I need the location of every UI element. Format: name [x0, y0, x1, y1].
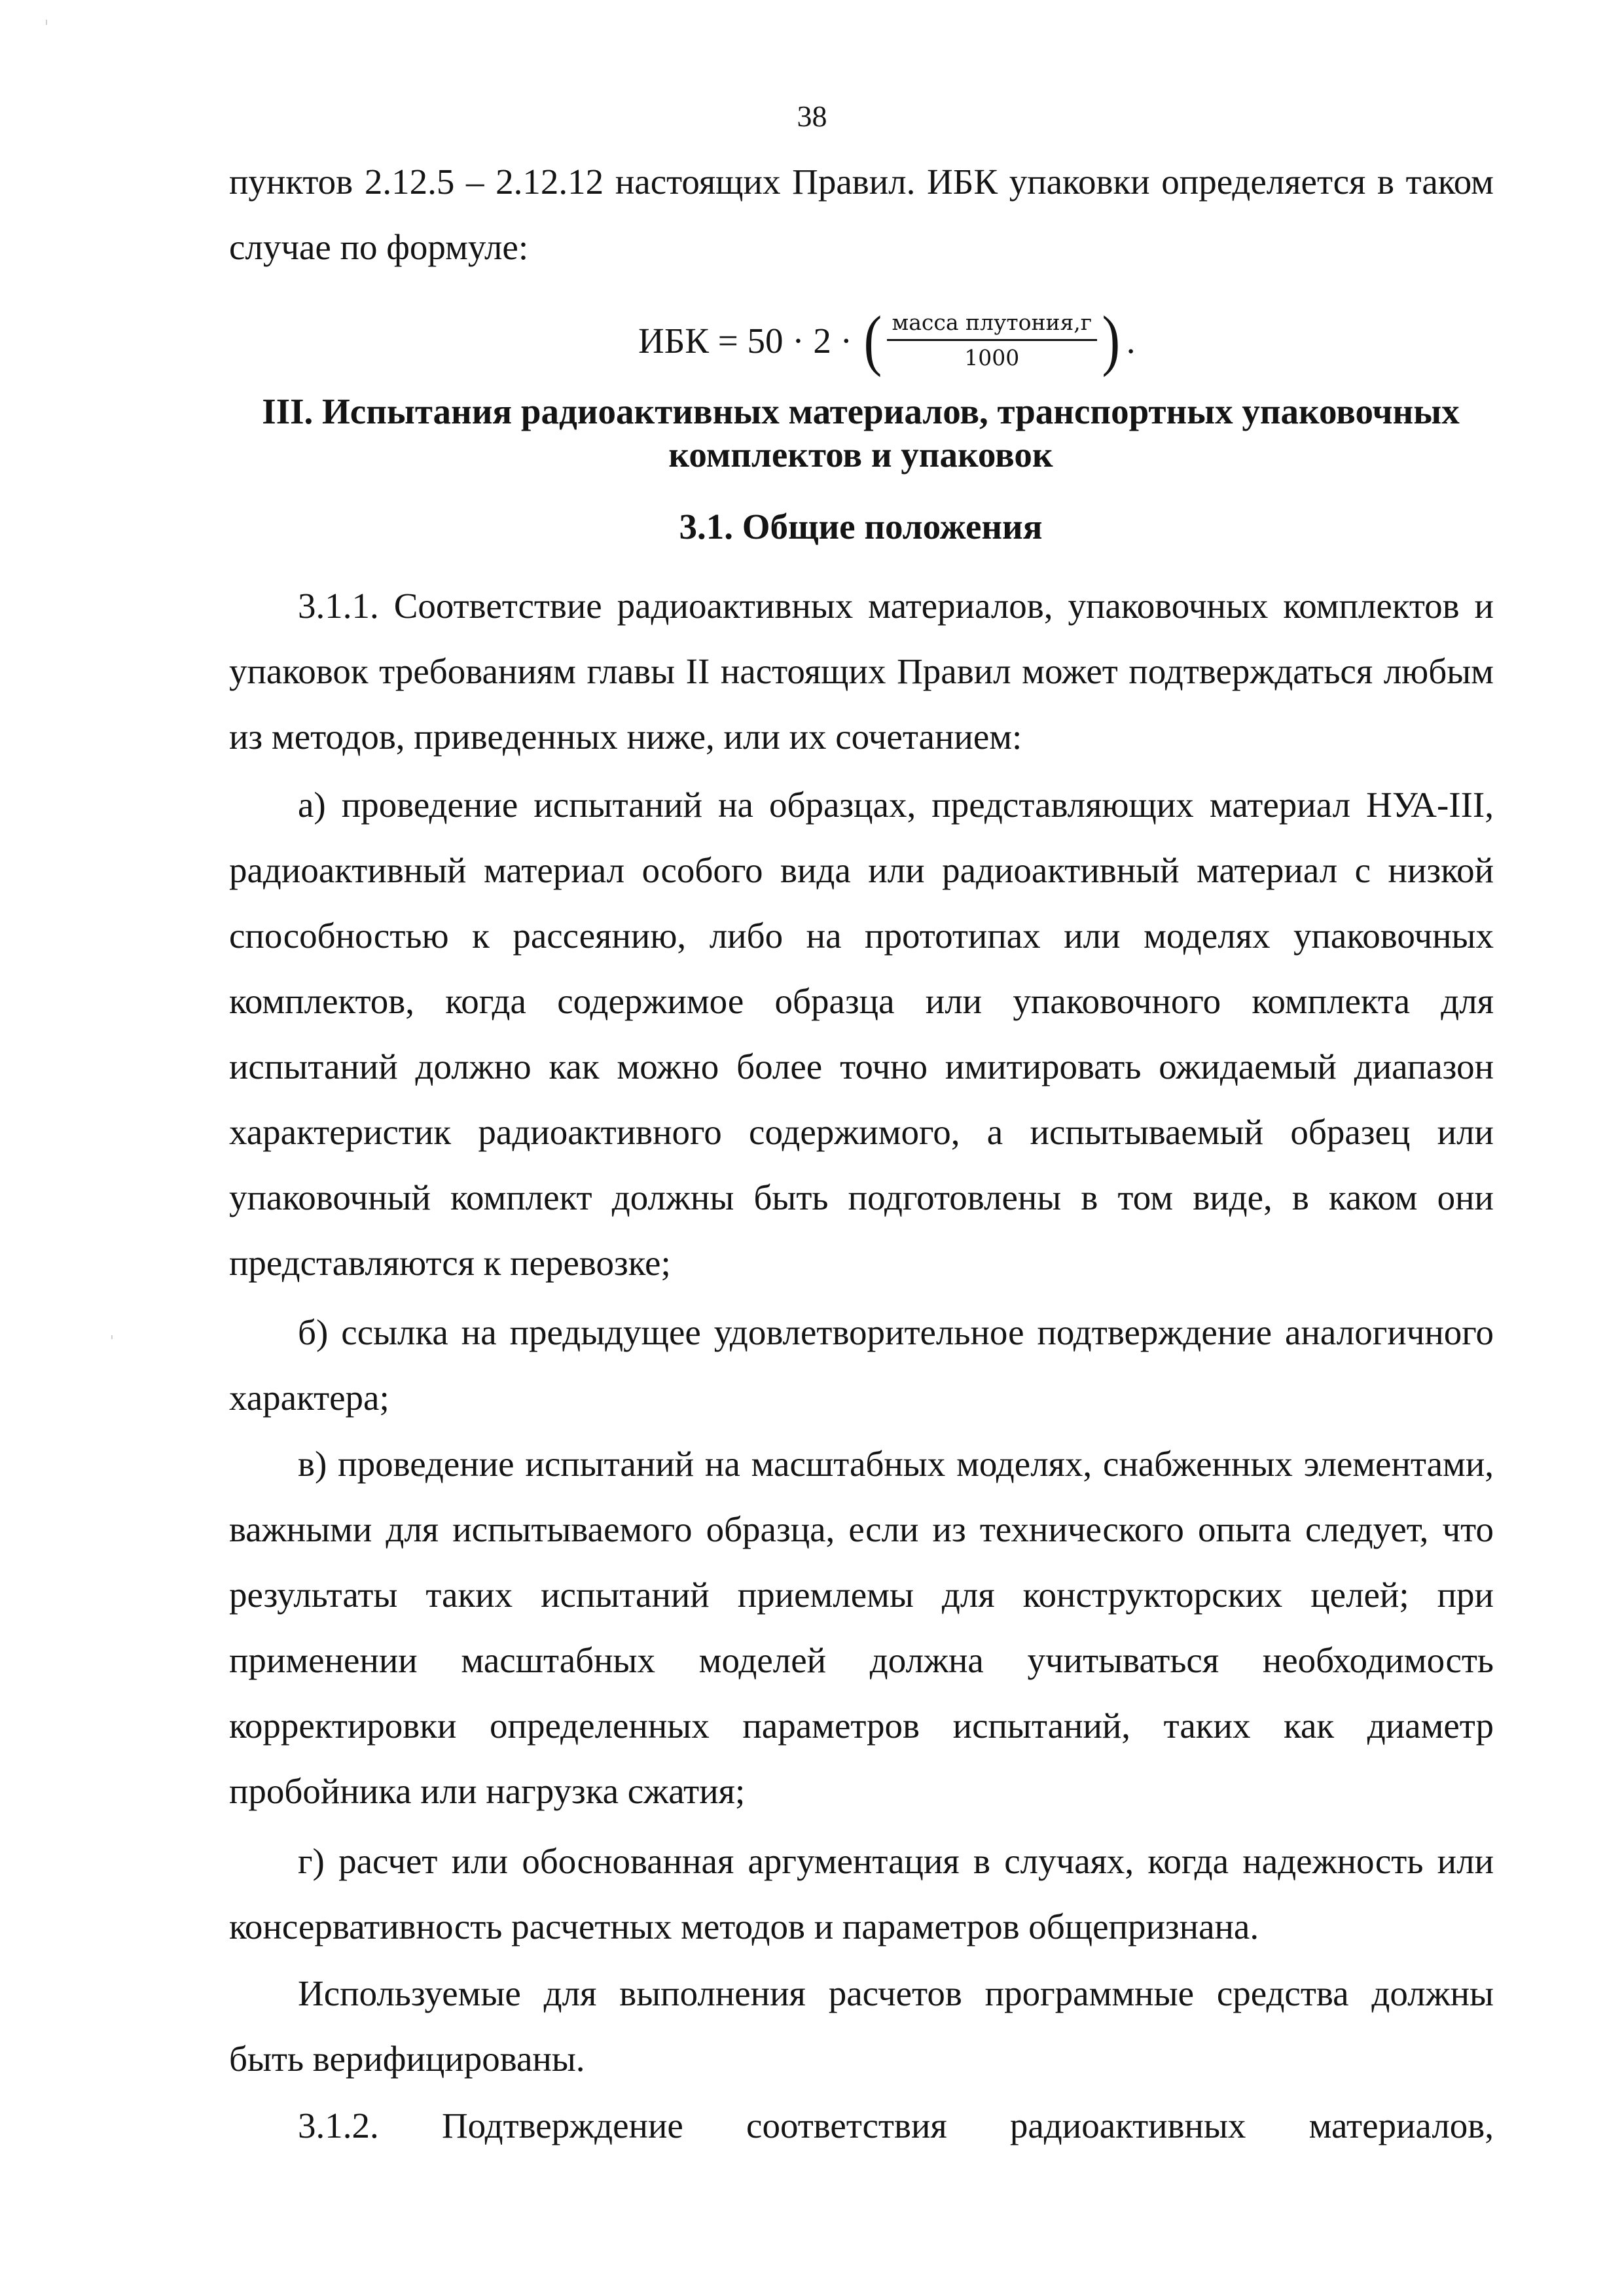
- page-number: 38: [797, 99, 827, 133]
- list-item-g: г) расчет или обоснованная аргументация в случаях, когда надежность или консервативность расчетных методов и параметров общепризнана.: [229, 1841, 1494, 1946]
- paragraph-3-1-2: 3.1.2. Подтверждение соответствия радиоактивных материалов,: [298, 2106, 1494, 2145]
- formula-right-paren: ): [1102, 302, 1121, 378]
- intro-paragraph: пунктов 2.12.5 – 2.12.12 настоящих Правил. ИБК упаковки определяется в таком случае по формуле:: [229, 162, 1494, 267]
- formula: [638, 302, 1136, 378]
- formula-period: .: [1126, 320, 1136, 361]
- section-heading: III. Испытания радиоактивных материалов, транспортных упаковочных комплектов и упаковок: [262, 391, 1460, 475]
- formula-numerator: масса плутония,г: [887, 309, 1098, 341]
- software-paragraph: Используемые для выполнения расчетов программные средства должны быть верифицированы.: [229, 1973, 1494, 2079]
- scan-speck: [46, 20, 47, 25]
- formula-lhs: ИБК = 50 · 2 ·: [638, 320, 852, 361]
- paragraph-3-1-1: 3.1.1. Соответствие радиоактивных материалов, упаковочных комплектов и упаковок требованиям главы II настоящих Правил может подтверждаться любым из методов, приведенных ниже, или их сочетанием:: [229, 586, 1494, 757]
- list-item-b: б) ссылка на предыдущее удовлетворительное подтверждение аналогичного характера;: [229, 1312, 1494, 1418]
- subsection-heading: 3.1. Общие положения: [679, 507, 1043, 547]
- scan-speck: [111, 1335, 113, 1339]
- list-item-v: в) проведение испытаний на масштабных моделях, снабженных элементами, важными для испытываемого образца, если из технического опыта следует, что результаты таких испытаний приемлемы для конструкторских целей; при применении масштабных моделей должна учитываться необходимость корректировки определенных параметров испытаний, таких как диаметр пробойника или нагрузка сжатия;: [229, 1444, 1494, 1811]
- formula-left-paren: (: [863, 302, 882, 378]
- formula-fraction: [887, 309, 1098, 372]
- formula-denominator: 1000: [964, 344, 1020, 370]
- list-item-a: а) проведение испытаний на образцах, представляющих материал НУА-III, радиоактивный материал особого вида или радиоактивный материал с низкой способностью к рассеянию, либо на прототипах или моделях упаковочных комплектов, когда содержимое образца или упаковочного комплекта для испытаний должно как можно более точно имитировать ожидаемый диапазон характеристик радиоактивного содержимого, а испытываемый образец или упаковочный комплект должны быть подготовлены в том виде, в каком они представляются к перевозке;: [229, 785, 1494, 1283]
